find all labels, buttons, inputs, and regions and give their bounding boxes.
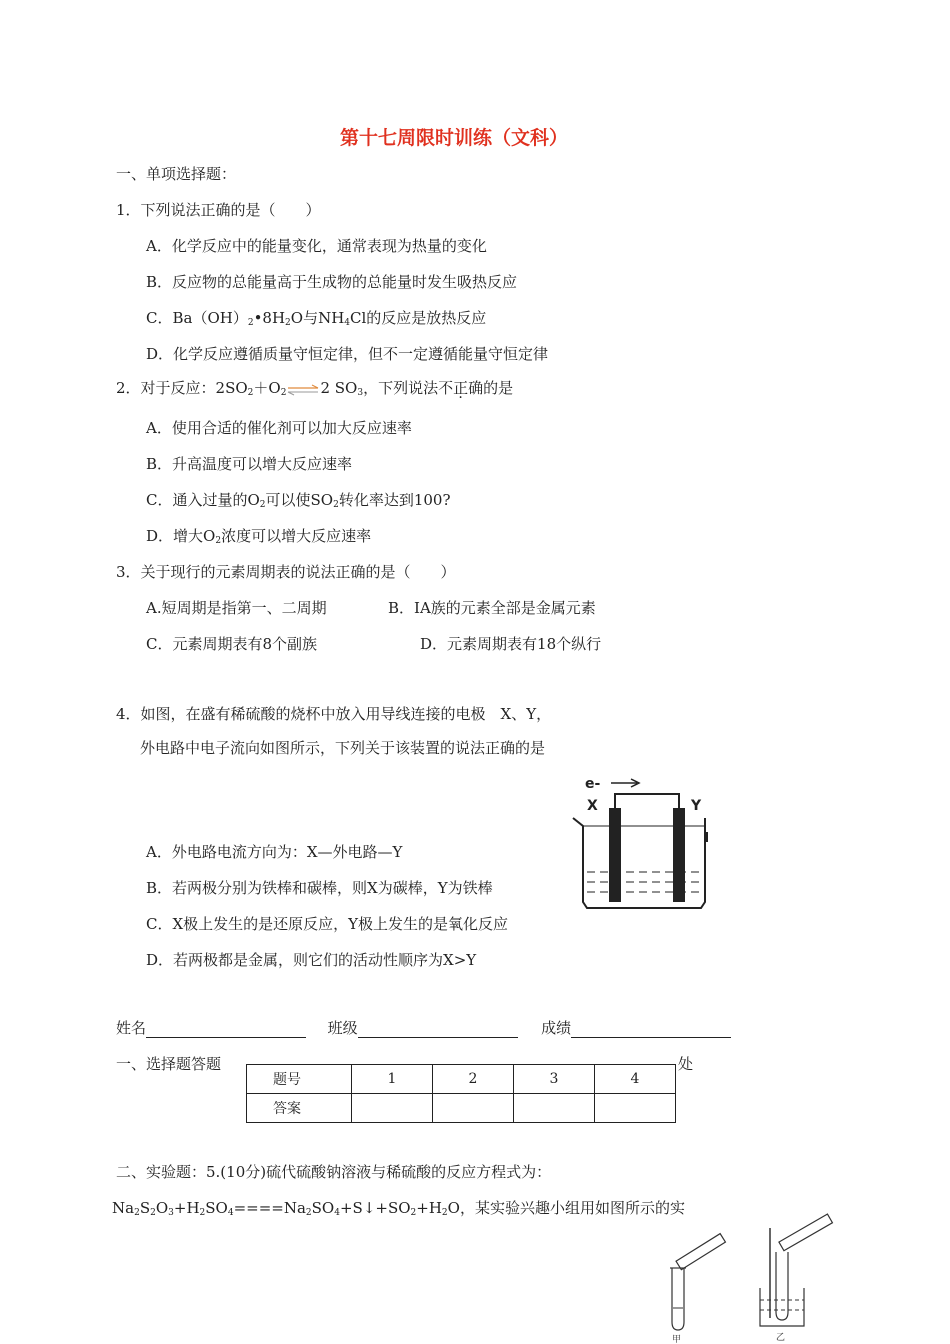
reversible-arrow-icon [286,382,320,396]
electrode-x-label: X [587,798,598,814]
score-label: 成绩 [541,1019,572,1037]
name-label: 姓名 [116,1019,147,1037]
section1-heading: 一、单项选择题： [116,165,237,183]
electrochemical-cell-figure [565,770,715,918]
q2-option-a: A．使用合适的催化剂可以加大反应速率 [146,419,412,437]
q2-option-d: D．增大$O_2$浓度可以增大反应速率 [146,527,372,546]
q1-option-d: D．化学反应遵循质量守恒定律，但不一定遵循能量守恒定律 [146,345,549,363]
question-number: 4 [595,1065,676,1094]
answer-cell[interactable] [352,1094,433,1123]
q3-option-c: C．元素周期表有8个副族 [146,635,318,653]
question-number: 2 [433,1065,514,1094]
question-number: 1 [352,1065,433,1094]
q2-option-b: B．升高温度可以增大反应速率 [146,455,353,473]
answer-sheet-label-end: 处 [678,1055,694,1073]
experiment-figure-jia [660,1218,740,1344]
answer-table [246,1064,676,1123]
answer-cell[interactable] [514,1094,595,1123]
electrode-x [609,808,621,902]
q3-option-d: D．元素周期表有18个纵行 [420,635,602,653]
q3-option-b: B．IA族的元素全部是金属元素 [388,599,596,617]
q1-option-a: A．化学反应中的能量变化，通常表现为热量的变化 [146,237,487,255]
experiment-figure-yi [752,1208,842,1344]
answer-sheet-label: 一、选择题答题 [116,1055,222,1073]
answer-table-row-answers [247,1094,676,1123]
answer-cell[interactable] [433,1094,514,1123]
label-jia: 甲 [672,1335,682,1344]
q1-option-c: C．$Ba(OH)_2•8H_2O$与$NH_4Cl$的反应是放热反应 [146,309,487,328]
answer-cell[interactable] [595,1094,676,1123]
class-label: 班级 [327,1019,358,1037]
q3-stem: 3．关于现行的元素周期表的说法正确的是（ ） [116,563,456,581]
score-field[interactable] [571,1021,731,1038]
q4-stem-line2: 外电路中电子流向如图所示，下列关于该装置的说法正确的是 [140,739,546,757]
q3-option-a: A.短周期是指第一、二周期 [146,599,327,617]
section2-line1: 二、实验题：5.(10分)硫代硫酸钠溶液与稀硫酸的反应方程式为： [116,1163,552,1181]
electron-label: e- [585,776,601,792]
emphasis-not-correct: 不正确 [438,379,484,397]
q1-option-b: B．反应物的总能量高于生成物的总能量时发生吸热反应 [146,273,518,291]
electrode-y [673,808,685,902]
electrode-y-label: Y [691,798,702,814]
q4-option-a: A．外电路电流方向为：X—外电路—Y [146,843,403,861]
answer-header: 答案 [247,1094,352,1123]
q4-option-b: B．若两极分别为铁棒和碳棒，则X为碳棒，Y为铁棒 [146,879,493,897]
class-field[interactable] [358,1021,518,1038]
section2-line2: $Na_2S_2O_3+H_2SO_4====Na_2SO_4+S↓+SO_2+H_2O$，某实验兴趣小组用如图所示的实 [112,1199,685,1218]
info-line [116,1018,731,1038]
label-yi: 乙 [776,1333,786,1343]
q2-stem: 2．对于反应：$2SO_2+O_2$ 2 $SO_3$，下列说法不正确的是 [116,379,514,398]
q4-option-c: C．X极上发生的是还原反应，Y极上发生的是氧化反应 [146,915,509,933]
question-number: 3 [514,1065,595,1094]
q2-option-c: C．通入过量的$O_2$可以使$SO_2$转化率达到100? [146,491,451,510]
question-number-header: 题号 [247,1065,352,1094]
q4-option-d: D．若两极都是金属，则它们的活动性顺序为X>Y [146,951,477,969]
name-field[interactable] [146,1021,306,1038]
q1-stem: 1．下列说法正确的是（ ） [116,201,321,219]
page-title: 第十七周限时训练（文科） [340,127,569,149]
q4-stem-line1: 4．如图，在盛有稀硫酸的烧杯中放入用导线连接的电极 X、Y， [116,705,552,723]
answer-table-row-numbers [247,1065,676,1094]
